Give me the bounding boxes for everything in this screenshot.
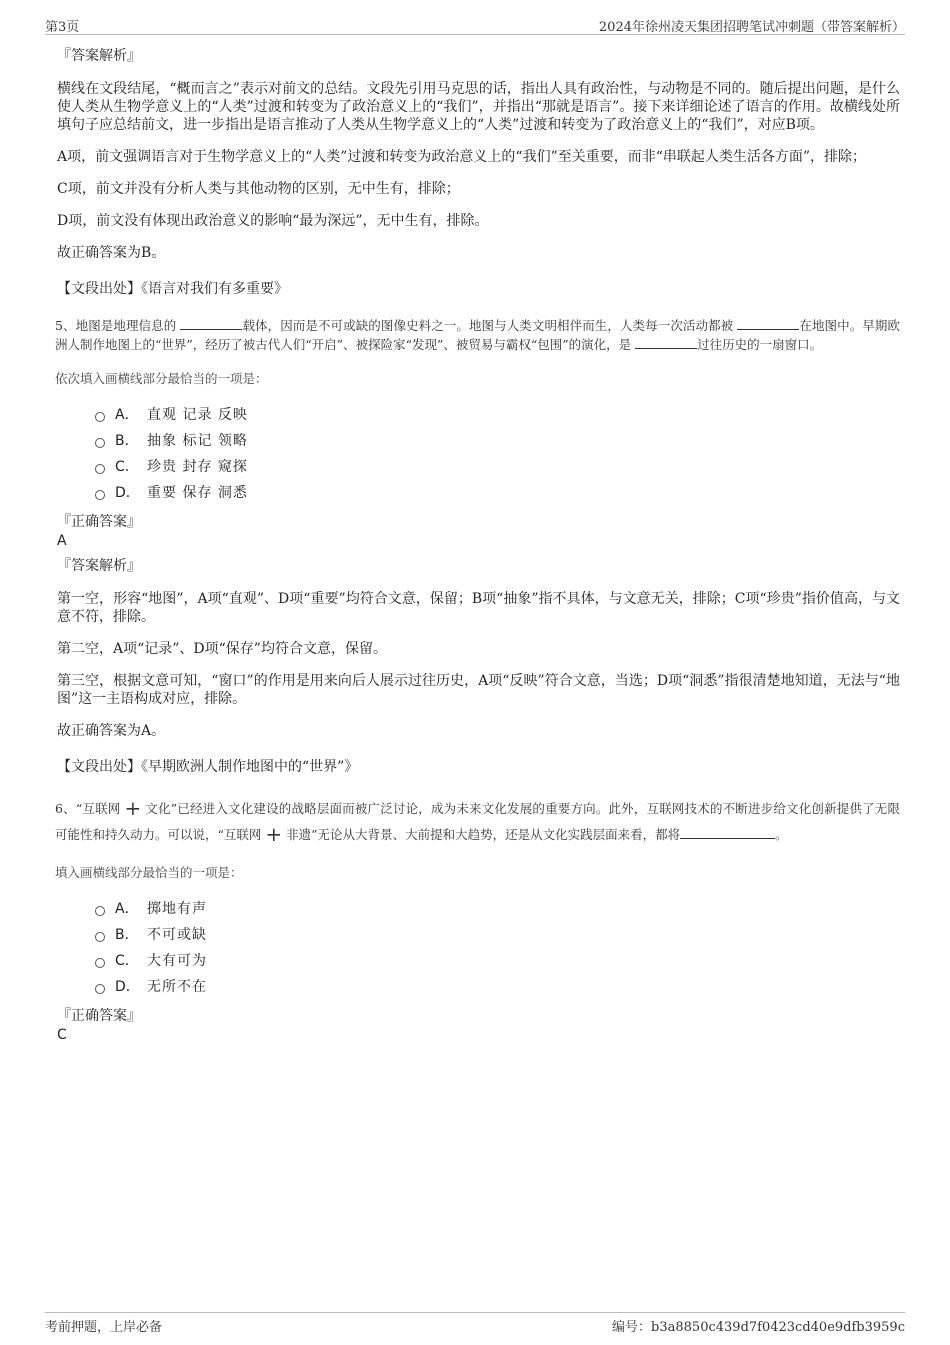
q6-blank <box>680 826 775 839</box>
radio-icon[interactable] <box>95 464 105 474</box>
q6-answer-label: 『正确答案』 <box>57 1008 141 1024</box>
q5-source: 【文段出处】《早期欧洲人制作地图中的“世界”》 <box>57 759 359 775</box>
radio-icon[interactable] <box>95 412 105 422</box>
q6-option-a[interactable]: A． 掷地有声 <box>95 896 900 922</box>
q6-stem-part-1: 6、“互联网 <box>55 801 121 816</box>
q5-options <box>95 402 900 506</box>
q6-options <box>95 896 900 1000</box>
page-footer <box>45 1312 905 1335</box>
q6-stem-part-4: 。 <box>775 827 788 842</box>
q4-source: 【文段出处】《语言对我们有多重要》 <box>57 281 288 297</box>
q5-analysis-para-1: 第一空，形容“地图”，A项“直观”、D项“重要”均符合文意，保留；B项“抽象”指不具体，与文意无关，排除；C项“珍贵”指价值高，与文意不符，排除。 <box>57 591 900 625</box>
plus-sign: + <box>265 822 283 846</box>
q5-stem <box>55 316 900 354</box>
radio-icon[interactable] <box>95 438 105 448</box>
q4-analysis-para-2: A项，前文强调语言对于生物学意义上的“人类”过渡和转变为政治意义上的“我们”至关重要，而非“串联起人类生活各方面”，排除； <box>57 149 867 165</box>
q5-analysis-label: 『答案解析』 <box>57 558 141 574</box>
q5-option-b[interactable]: B． 抽象 标记 领略 <box>95 428 900 454</box>
q5-blank-2 <box>737 317 799 330</box>
q4-analysis-label: 『答案解析』 <box>57 48 141 64</box>
q4-conclusion: 故正确答案为B。 <box>57 245 166 261</box>
q5-blank-1 <box>180 317 242 330</box>
q6-stem-part-3: 非遗”无论从大背景、大前提和大趋势，还是从文化实践层面来看，都将 <box>286 827 681 842</box>
radio-icon[interactable] <box>95 490 105 500</box>
page-number: 第3页 <box>45 20 80 35</box>
q5-blank-3 <box>635 336 697 349</box>
radio-icon[interactable] <box>95 932 105 942</box>
page-header <box>45 14 905 35</box>
document-title: 2024年徐州凌天集团招聘笔试冲刺题（带答案解析） <box>598 20 905 35</box>
q5-stem-part-4: 过往历史的一扇窗口。 <box>697 337 823 352</box>
q5-option-c[interactable]: C． 珍贵 封存 窥探 <box>95 454 900 480</box>
plus-sign: + <box>124 796 142 820</box>
q5-stem-part-2: 载体，因而是不可或缺的图像史料之一。地图与人类文明相伴而生，人类每一次活动都被 <box>242 318 738 333</box>
q4-analysis-para-3: C项，前文并没有分析人类与其他动物的区别，无中生有，排除； <box>57 181 460 197</box>
q5-analysis-para-2: 第二空，A项“记录”、D项“保存”均符合文意，保留。 <box>57 641 387 657</box>
page-content <box>55 40 900 1044</box>
q5-option-a[interactable]: A． 直观 记录 反映 <box>95 402 900 428</box>
q6-option-b[interactable]: B． 不可或缺 <box>95 922 900 948</box>
footer-slogan: 考前押题，上岸必备 <box>45 1320 163 1335</box>
radio-icon[interactable] <box>95 984 105 994</box>
q6-answer: C <box>57 1027 67 1043</box>
q5-analysis-para-3: 第三空，根据文意可知，“窗口”的作用是用来向后人展示过往历史，A项“反映”符合文意，当选；D项“洞悉”指很清楚地知道，无法与“地图”这一主语构成对应，排除。 <box>57 673 900 707</box>
q6-stem-part-2: 文化”已经进入文化建设的战略层面而被广泛讨论，成为未来文化发展的重要方向。此外，互联网技术的不断进步给文化创新提供了无限可能性和持久动力。可以说，“互联网 <box>55 801 900 842</box>
q6-stem <box>55 796 900 848</box>
q6-option-c[interactable]: C． 大有可为 <box>95 948 900 974</box>
q5-stem-part-3: 在地图中。早期欧洲人制作地图上的“世界”，经历了被古代人们“开启”、被探险家“发现”、被贸易与霸权“包围”的演化，是 <box>55 318 900 352</box>
radio-icon[interactable] <box>95 906 105 916</box>
document-code: 编号：b3a8850c439d7f0423cd40e9dfb3959c <box>612 1320 905 1335</box>
q4-analysis-para-1: 横线在文段结尾，“概而言之”表示对前文的总结。文段先引用马克思的话，指出人具有政治性，与动物是不同的。随后提出问题，是什么使人类从生物学意义上的“人类”过渡和转变为了政治意义上的“我们”，并指出“那就是语言”。接下来详细论述了语言的作用。故横线处所填句子应总结前文，进一步指出是语言推动了人类从生物学意义上的“人类”过渡和转变为了政治意义上的“我们”，对应B项。 <box>57 81 900 133</box>
q5-answer: A <box>57 533 67 549</box>
q5-stem-part-1: 5、地图是地理信息的 <box>55 318 181 333</box>
q5-answer-label: 『正确答案』 <box>57 514 141 530</box>
q5-conclusion: 故正确答案为A。 <box>57 723 166 739</box>
q5-option-d[interactable]: D． 重要 保存 洞悉 <box>95 480 900 506</box>
q5-instruction: 依次填入画横线部分最恰当的一项是： <box>55 371 268 386</box>
radio-icon[interactable] <box>95 958 105 968</box>
q6-instruction: 填入画横线部分最恰当的一项是： <box>55 865 243 880</box>
q4-analysis-para-4: D项，前文没有体现出政治意义的影响“最为深远”，无中生有，排除。 <box>57 213 489 229</box>
q6-option-d[interactable]: D． 无所不在 <box>95 974 900 1000</box>
